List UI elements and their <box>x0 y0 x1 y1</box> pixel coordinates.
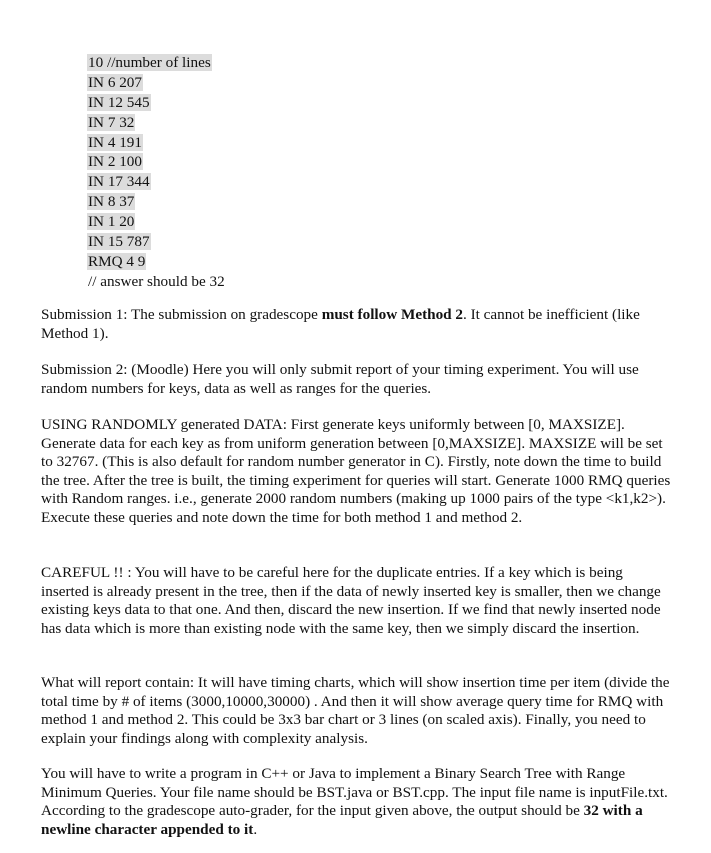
emphasis: 32 with a newline character appended to it <box>41 802 643 838</box>
code-line: IN 12 545 <box>88 93 150 111</box>
submission-1-paragraph: Submission 1: The submission on gradescope must follow Method 2. It cannot be inefficient (like Method 1). <box>41 306 640 342</box>
code-line: IN 4 191 <box>88 133 142 151</box>
code-line: IN 6 207 <box>88 73 142 91</box>
code-line: IN 1 20 <box>88 213 135 231</box>
sample-input-code-block <box>87 53 387 292</box>
careful-paragraph: CAREFUL !! : You will have to be careful here for the duplicate entries. If a key which is being inserted is already present in the tree, then if the data of newly inserted key is smaller, then we change existing keys data to that one. And then, discard the new insertion. If we find that newly inserted node has data which is more than existing node with the same key, then we simply discard the insertion. <box>41 564 661 637</box>
code-line: IN 7 32 <box>88 113 135 131</box>
report-contents-paragraph: What will report contain: It will have timing charts, which will show insertion time per item (divide the total time by # of items (3000,10000,30000) . And then it will show average query time for RMQ with method 1 and method 2. This could be 3x3 bar chart or 3 lines (on scaled axis). Finally, you need to explain your findings along with complexity analysis. <box>41 674 670 747</box>
code-line: 10 //number of lines <box>88 54 211 71</box>
submission-2-paragraph: Submission 2: (Moodle) Here you will only submit report of your timing experiment. You will use random numbers for keys, data as well as ranges for the queries. <box>41 361 639 397</box>
code-comment: // answer should be 32 <box>88 272 225 290</box>
program-requirements-paragraph: You will have to write a program in C++ or Java to implement a Binary Search Tree with Range Minimum Queries. Your file name should be BST.java or BST.cpp. The input file name is inputFile.txt. According to the gradescope auto-grader, for the input given above, the output should be 32 with a newline character appended to it. <box>41 765 668 838</box>
emphasis: must follow Method 2 <box>321 306 464 323</box>
random-data-paragraph: USING RANDOMLY generated DATA: First generate keys uniformly between [0, MAXSIZE]. Generate data for each key as from uniform generation between [0,MAXSIZE]. MAXSIZE will be set to 32767. (This is also default for random number generator in C). Firstly, note down the time to build the tree. After the tree is built, the timing experiment for queries will start. Generate 1000 RMQ queries with Random ranges. i.e., generate 2000 random numbers (making up 1000 pairs of the type <k1,k2>). Execute these queries and note down the time for both method 1 and method 2. <box>41 416 671 526</box>
code-line: IN 17 344 <box>88 173 150 191</box>
code-line: IN 15 787 <box>88 233 150 251</box>
code-line: RMQ 4 9 <box>88 252 146 270</box>
code-line: IN 8 37 <box>88 193 135 211</box>
code-line: IN 2 100 <box>88 153 142 171</box>
